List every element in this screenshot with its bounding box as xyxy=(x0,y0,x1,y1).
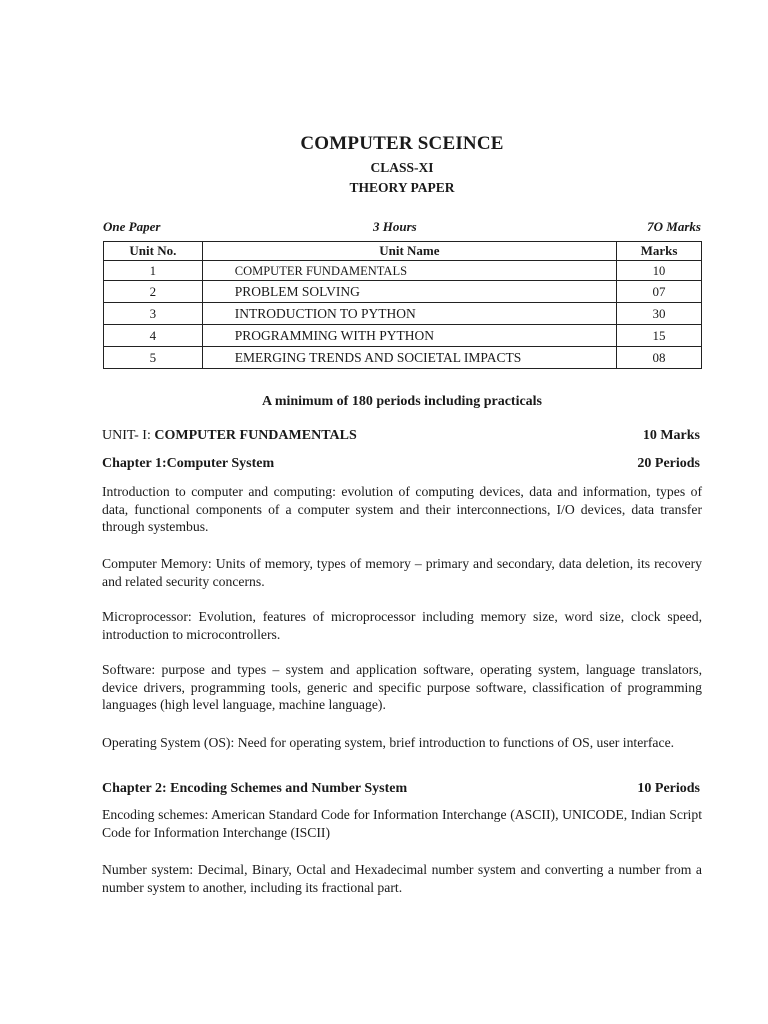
units-table xyxy=(103,241,702,369)
class-label: CLASS-XI xyxy=(370,160,434,175)
chapter-periods: 20 Periods xyxy=(637,456,700,471)
unit-marks-cell: 15 xyxy=(617,325,702,347)
unit-name-cell: COMPUTER FUNDAMENTALS xyxy=(202,261,616,281)
paper-type: THEORY PAPER xyxy=(349,180,455,195)
unit-title xyxy=(102,428,357,444)
unit-no-cell: 2 xyxy=(104,281,203,303)
unit-heading xyxy=(102,428,700,448)
paragraph-encoding-schemes: Encoding schemes: American Standard Code for Information Interchange (ASCII), UNICODE, Indian Script Code for Information Interchange (ISCII) xyxy=(102,807,702,840)
table-row xyxy=(104,325,702,347)
chapter-title: Chapter 2: Encoding Schemes and Number System xyxy=(102,781,408,796)
minimum-periods-note: A minimum of 180 periods including practicals xyxy=(261,394,543,409)
paragraph-computer-memory: Computer Memory: Units of memory, types of memory – primary and secondary, data deletion, its recovery and related security concerns. xyxy=(102,556,702,589)
document-title: COMPUTER SCEINCE xyxy=(300,133,504,154)
paragraph-computing-intro: Introduction to computer and computing: evolution of computing devices, data and information, types of data, functional components of a computer system and their interconnections, I/O devices, data transfer through systembus. xyxy=(102,484,702,534)
unit-marks-cell: 08 xyxy=(617,347,702,369)
unit-name-cell: PROBLEM SOLVING xyxy=(202,281,616,303)
unit-name: COMPUTER FUNDAMENTALS xyxy=(154,428,357,443)
table-header-row xyxy=(104,242,702,261)
unit-name-cell: PROGRAMMING WITH PYTHON xyxy=(202,325,616,347)
header-unit-no: Unit No. xyxy=(104,242,203,261)
paper-total-marks: 7O Marks xyxy=(647,219,701,234)
paragraph-number-system: Number system: Decimal, Binary, Octal and Hexadecimal number system and converting a number from a number system to another, including its fractional part. xyxy=(102,862,702,895)
table-row xyxy=(104,303,702,325)
unit-name-cell: EMERGING TRENDS AND SOCIETAL IMPACTS xyxy=(202,347,616,369)
unit-marks-cell: 10 xyxy=(617,261,702,281)
table-row xyxy=(104,347,702,369)
unit-prefix: UNIT- I: xyxy=(102,428,155,443)
paragraph-microprocessor: Microprocessor: Evolution, features of microprocessor including memory size, word size, clock speed, introduction to microcontrollers. xyxy=(102,609,702,642)
paper-count: One Paper xyxy=(103,219,161,234)
unit-no-cell: 3 xyxy=(104,303,203,325)
unit-marks: 10 Marks xyxy=(642,428,700,443)
unit-name-cell: INTRODUCTION TO PYTHON xyxy=(202,303,616,325)
chapter-heading xyxy=(102,456,700,476)
unit-marks-cell: 30 xyxy=(617,303,702,325)
paper-info-row xyxy=(103,219,701,237)
unit-no-cell: 1 xyxy=(104,261,203,281)
table-row xyxy=(104,261,702,281)
header-marks: Marks xyxy=(617,242,702,261)
chapter-periods: 10 Periods xyxy=(637,781,700,796)
unit-marks-cell: 07 xyxy=(617,281,702,303)
chapter-heading xyxy=(102,781,700,801)
unit-no-cell: 4 xyxy=(104,325,203,347)
paper-duration: 3 Hours xyxy=(373,219,417,234)
table-row xyxy=(104,281,702,303)
paragraph-software: Software: purpose and types – system and application software, operating system, language translators, device drivers, programming tools, generic and specific purpose software, classification of programming languages (high level language, machine language). xyxy=(102,662,702,712)
header-unit-name: Unit Name xyxy=(202,242,616,261)
paragraph-operating-system: Operating System (OS): Need for operating system, brief introduction to functions of OS, user interface. xyxy=(102,735,675,750)
unit-no-cell: 5 xyxy=(104,347,203,369)
chapter-title: Chapter 1:Computer System xyxy=(102,456,275,471)
